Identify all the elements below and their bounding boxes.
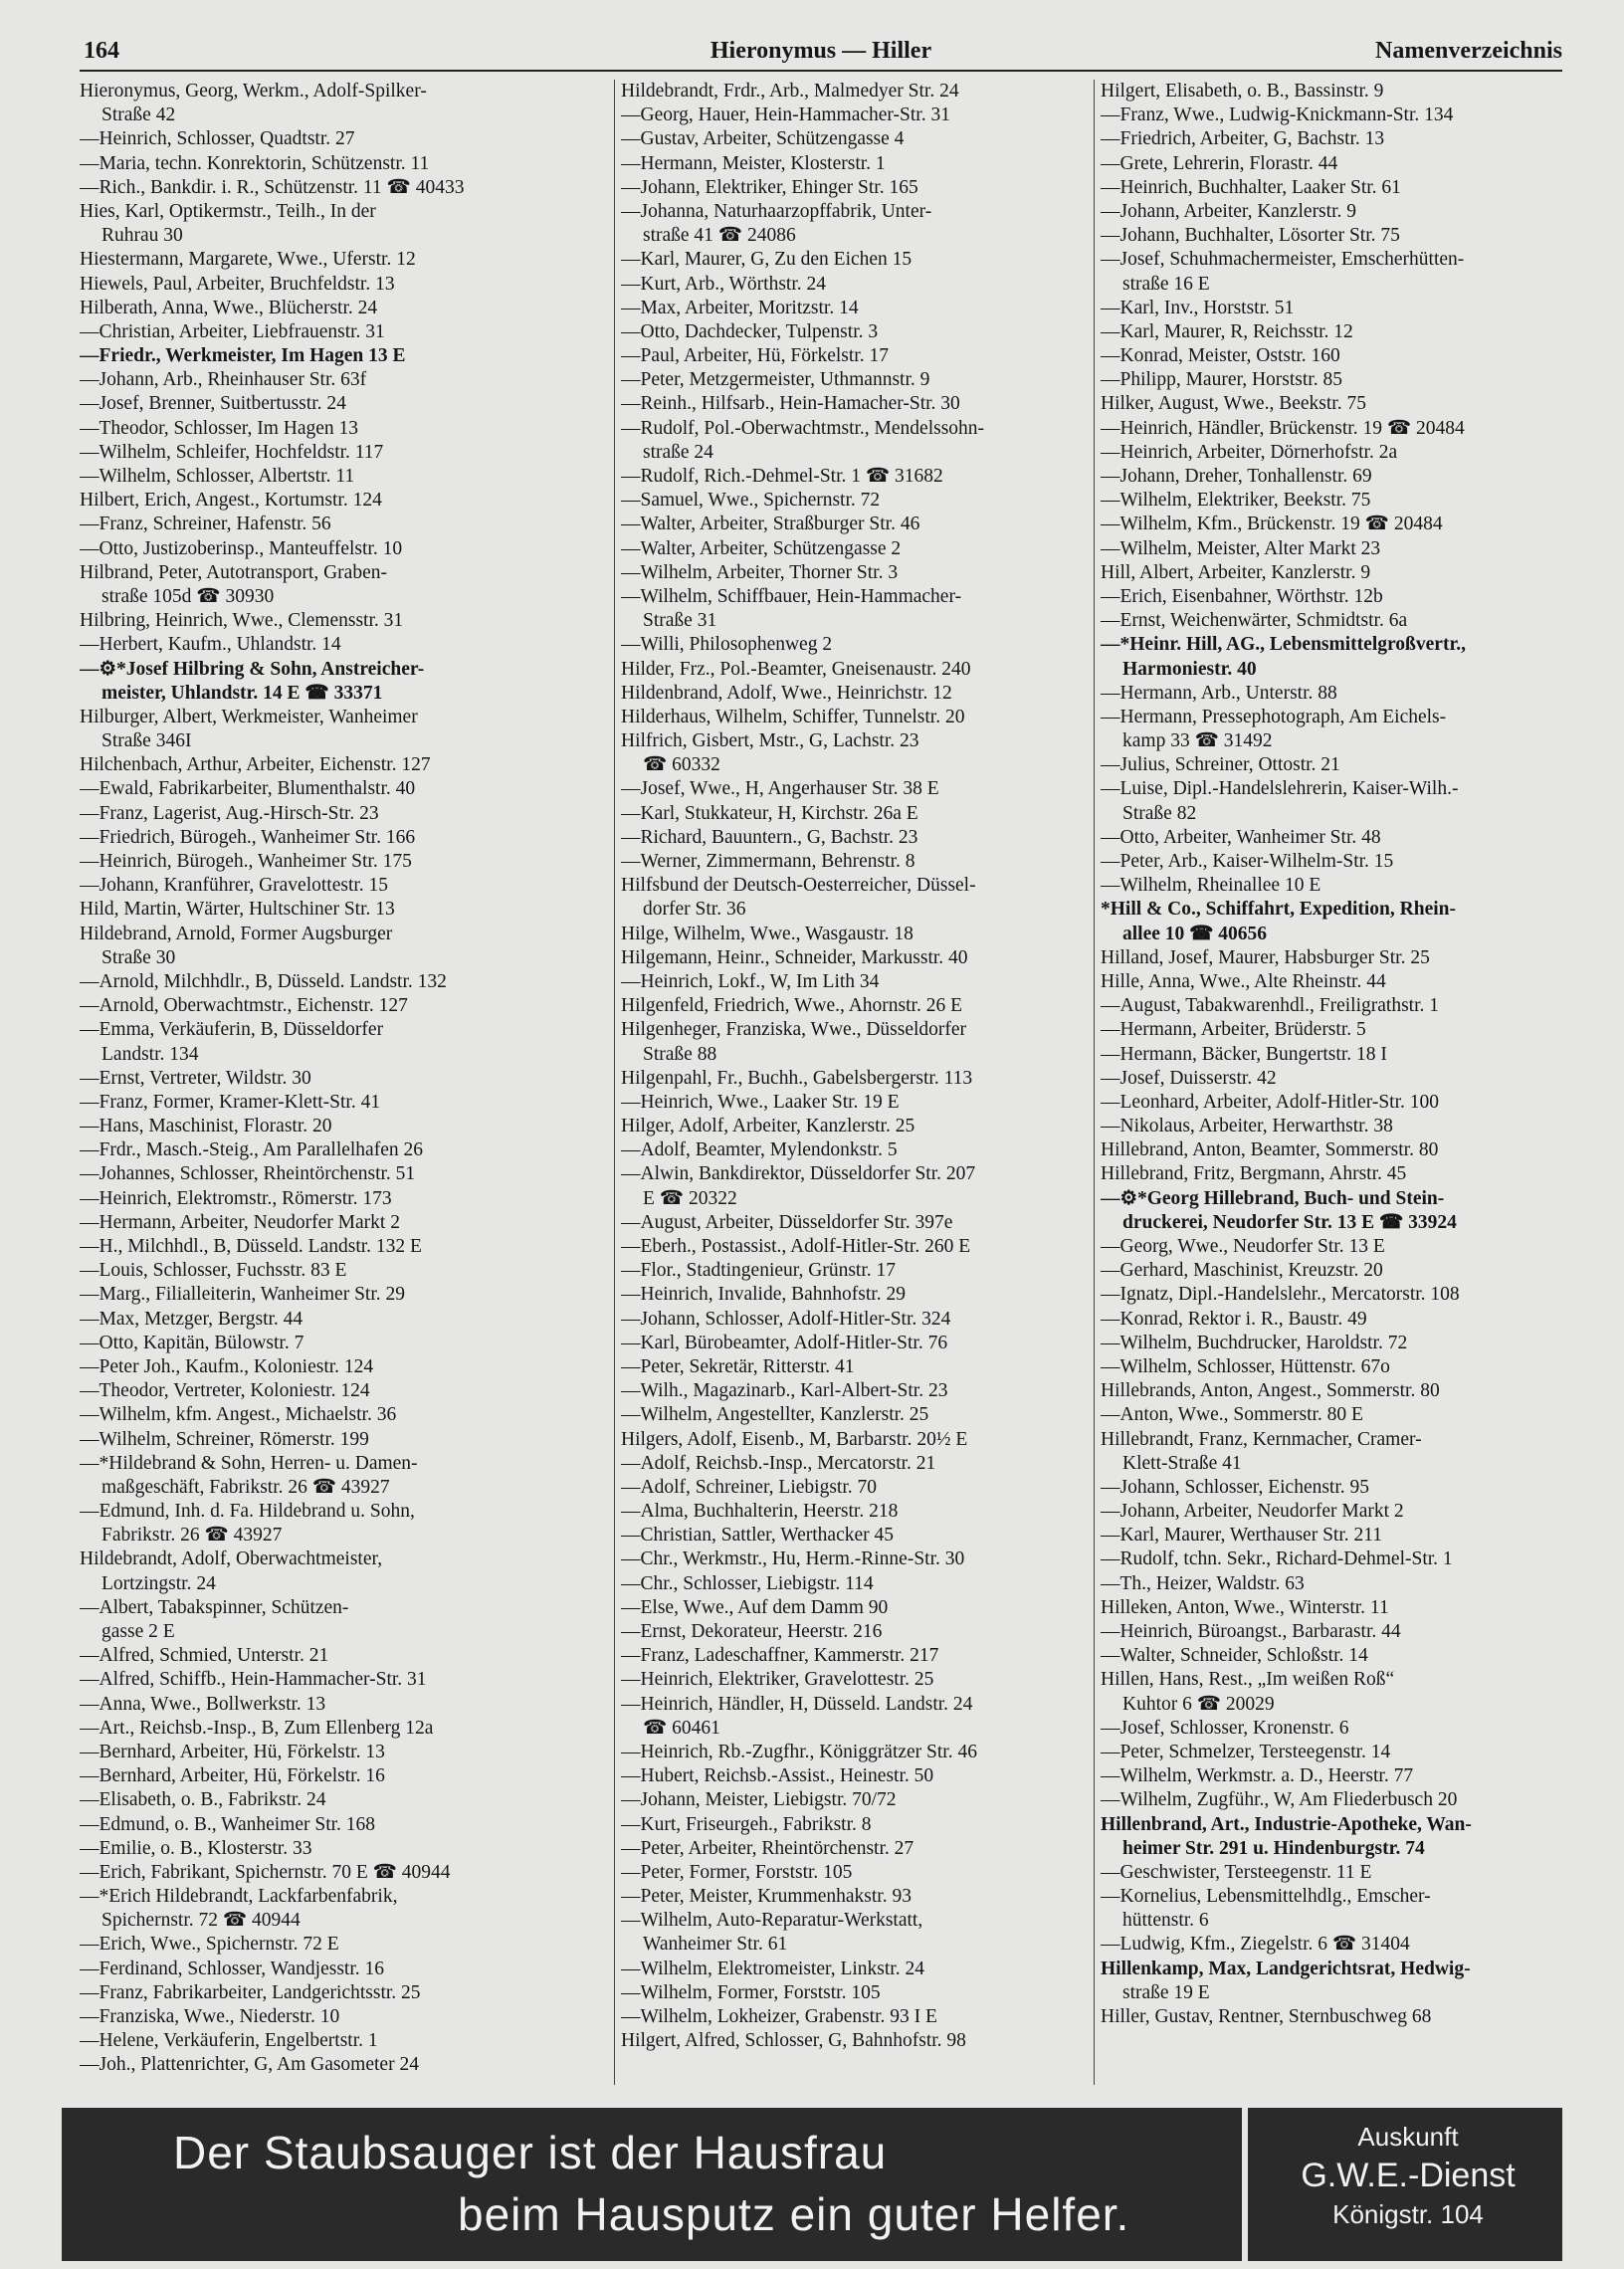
directory-entry: —Hubert, Reichsb.-Assist., Heinestr. 50 bbox=[621, 1765, 934, 1787]
directory-entry: —Wilhelm, Elektromeister, Linkstr. 24 bbox=[621, 1958, 924, 1979]
directory-entry: —Anton, Wwe., Sommerstr. 80 E bbox=[1101, 1404, 1363, 1426]
directory-entry: —Peter, Schmelzer, Tersteegenstr. 14 bbox=[1101, 1741, 1391, 1762]
directory-entry: —Geschwister, Tersteegenstr. 11 E bbox=[1101, 1861, 1372, 1883]
directory-entry: —Wilhelm, Kfm., Brückenstr. 19 ☎ 20484 bbox=[1101, 514, 1443, 535]
directory-entry: Hilchenbach, Arthur, Arbeiter, Eichenstr. 127 bbox=[80, 754, 431, 776]
directory-entry: —Adolf, Reichsb.-Insp., Mercatorstr. 21 bbox=[621, 1452, 936, 1474]
directory-entry: —Emilie, o. B., Klosterstr. 33 bbox=[80, 1837, 312, 1859]
directory-entry: —*Hildebrand & Sohn, Herren- u. Damen- bbox=[80, 1452, 418, 1474]
directory-entry: —Kornelius, Lebensmittelhdlg., Emscher- bbox=[1101, 1886, 1431, 1908]
directory-entry: —Heinrich, Bürogeh., Wanheimer Str. 175 bbox=[80, 851, 412, 872]
directory-entry-continuation: meister, Uhlandstr. 14 E ☎ 33371 bbox=[102, 682, 383, 704]
directory-entry: —Edmund, o. B., Wanheimer Str. 168 bbox=[80, 1813, 376, 1835]
directory-entry: —Max, Arbeiter, Moritzstr. 14 bbox=[621, 297, 859, 318]
directory-entry: —Franz, Ladeschaffner, Kammerstr. 217 bbox=[621, 1645, 939, 1667]
directory-entry: —Peter, Arb., Kaiser-Wilhelm-Str. 15 bbox=[1101, 851, 1394, 872]
directory-entry: —Edmund, Inh. d. Fa. Hildebrand u. Sohn, bbox=[80, 1501, 415, 1523]
directory-entry-continuation: Straße 42 bbox=[102, 104, 176, 126]
directory-entry: —Alma, Buchhalterin, Heerstr. 218 bbox=[621, 1501, 899, 1523]
directory-entry: —August, Arbeiter, Düsseldorfer Str. 397e bbox=[621, 1211, 953, 1233]
ad-slogan-line-1: Der Staubsauger ist der Hausfrau bbox=[173, 2127, 888, 2178]
directory-entry: —Reinh., Hilfsarb., Hein-Hamacher-Str. 30 bbox=[621, 393, 960, 415]
page-number: 164 bbox=[84, 38, 119, 64]
directory-entry: Hilgert, Elisabeth, o. B., Bassinstr. 9 bbox=[1101, 81, 1384, 102]
directory-entry: —Heinrich, Elektriker, Gravelottestr. 25 bbox=[621, 1669, 934, 1691]
directory-entry: —Hermann, Arbeiter, Brüderstr. 5 bbox=[1101, 1019, 1366, 1041]
directory-entry: —Erich, Wwe., Spichernstr. 72 E bbox=[80, 1934, 339, 1956]
directory-entry: Hilfsbund der Deutsch-Oesterreicher, Düssel- bbox=[621, 875, 976, 897]
directory-entry: —Heinrich, Händler, H, Düsseld. Landstr. 24 bbox=[621, 1693, 973, 1715]
directory-entry: —Christian, Sattler, Werthacker 45 bbox=[621, 1525, 895, 1547]
directory-entry: Hilgenfeld, Friedrich, Wwe., Ahornstr. 26 E bbox=[621, 995, 962, 1017]
directory-entry: —Gustav, Arbeiter, Schützengasse 4 bbox=[621, 128, 905, 150]
directory-entry: —Josef, Duisserstr. 42 bbox=[1101, 1067, 1277, 1089]
directory-entry: —Karl, Bürobeamter, Adolf-Hitler-Str. 76 bbox=[621, 1332, 948, 1353]
directory-entry: —Johann, Dreher, Tonhallenstr. 69 bbox=[1101, 466, 1372, 487]
directory-entry-continuation: Straße 30 bbox=[102, 946, 176, 968]
directory-entry: —Wilhelm, Meister, Alter Markt 23 bbox=[1101, 537, 1381, 559]
directory-entry-continuation: Lortzingstr. 24 bbox=[102, 1572, 216, 1594]
directory-entry: —H., Milchhdl., B, Düsseld. Landstr. 132 E bbox=[80, 1236, 422, 1257]
directory-entry: —Josef, Brenner, Suitbertusstr. 24 bbox=[80, 393, 346, 415]
directory-entry: —Georg, Wwe., Neudorfer Str. 13 E bbox=[1101, 1236, 1385, 1257]
directory-entry: —Alfred, Schmied, Unterstr. 21 bbox=[80, 1645, 329, 1667]
directory-entry: —Grete, Lehrerin, Florastr. 44 bbox=[1101, 152, 1338, 174]
directory-entry: —Marg., Filialleiterin, Wanheimer Str. 29 bbox=[80, 1284, 405, 1306]
directory-entry: —Chr., Werkmstr., Hu, Herm.-Rinne-Str. 30 bbox=[621, 1548, 965, 1570]
directory-entry: —Hermann, Meister, Klosterstr. 1 bbox=[621, 152, 886, 174]
directory-entry-continuation: Spichernstr. 72 ☎ 40944 bbox=[102, 1910, 301, 1932]
directory-entry: Hilger, Adolf, Arbeiter, Kanzlerstr. 25 bbox=[621, 1116, 915, 1137]
directory-entry: —Arnold, Oberwachtmstr., Eichenstr. 127 bbox=[80, 995, 408, 1017]
directory-entry: —Peter, Meister, Krummenhakstr. 93 bbox=[621, 1886, 912, 1908]
directory-entry: Hilgenpahl, Fr., Buchh., Gabelsbergerstr. 113 bbox=[621, 1067, 973, 1089]
directory-entry: Hilderhaus, Wilhelm, Schiffer, Tunnelstr. 20 bbox=[621, 706, 965, 727]
directory-entry: —Johann, Arbeiter, Neudorfer Markt 2 bbox=[1101, 1501, 1404, 1523]
ad-info-label: Auskunft bbox=[1357, 2122, 1459, 2152]
directory-entry: —Heinrich, Händler, Brückenstr. 19 ☎ 20484 bbox=[1101, 417, 1465, 439]
directory-entry: —Josef, Schuhmachermeister, Emscherhütten- bbox=[1101, 249, 1465, 271]
directory-entry: —Peter, Metzgermeister, Uthmannstr. 9 bbox=[621, 369, 930, 391]
directory-entry: —Herbert, Kaufm., Uhlandstr. 14 bbox=[80, 634, 341, 656]
directory-entry: —Friedr., Werkmeister, Im Hagen 13 E bbox=[80, 345, 406, 367]
directory-entry: —Heinrich, Rb.-Zugfhr., Königgrätzer Str. 46 bbox=[621, 1741, 977, 1762]
directory-entry: Hille, Anna, Wwe., Alte Rheinstr. 44 bbox=[1101, 970, 1386, 992]
directory-entry: —*Erich Hildebrandt, Lackfarbenfabrik, bbox=[80, 1886, 398, 1908]
directory-entry: Hillebrand, Anton, Beamter, Sommerstr. 80 bbox=[1101, 1139, 1439, 1161]
directory-entry: Hilder, Frz., Pol.-Beamter, Gneisenaustr. 240 bbox=[621, 658, 971, 680]
directory-entry: —⚙*Georg Hillebrand, Buch- und Stein- bbox=[1101, 1187, 1445, 1209]
directory-entry: —Karl, Inv., Horststr. 51 bbox=[1101, 297, 1295, 318]
directory-entry: Hildebrandt, Frdr., Arb., Malmedyer Str. 24 bbox=[621, 81, 959, 102]
directory-entry: —Philipp, Maurer, Horststr. 85 bbox=[1101, 369, 1342, 391]
directory-entry: —Wilhelm, Schreiner, Römerstr. 199 bbox=[80, 1428, 369, 1450]
directory-entry: —Ernst, Dekorateur, Heerstr. 216 bbox=[621, 1621, 883, 1642]
directory-entry: —Else, Wwe., Auf dem Damm 90 bbox=[621, 1596, 889, 1618]
directory-entry: —Otto, Arbeiter, Wanheimer Str. 48 bbox=[1101, 826, 1381, 848]
directory-entry: —Louis, Schlosser, Fuchsstr. 83 E bbox=[80, 1260, 347, 1282]
directory-entry: —Chr., Schlosser, Liebigstr. 114 bbox=[621, 1572, 874, 1594]
directory-entry-continuation: ☎ 60332 bbox=[643, 754, 720, 776]
directory-entry: Hillebrandt, Franz, Kernmacher, Cramer- bbox=[1101, 1428, 1422, 1450]
directory-entry: —Johann, Elektriker, Ehinger Str. 165 bbox=[621, 176, 918, 198]
directory-entry-continuation: Fabrikstr. 26 ☎ 43927 bbox=[102, 1525, 283, 1547]
directory-entry: —Wilhelm, Former, Forststr. 105 bbox=[621, 1981, 881, 2003]
ad-slogan-line-2: beim Hausputz ein guter Helfer. bbox=[458, 2188, 1130, 2240]
ad-info-box bbox=[1242, 2108, 1568, 2261]
directory-entry: *Hill & Co., Schiffahrt, Expedition, Rhein- bbox=[1101, 899, 1456, 921]
directory-entry: —Johann, Arbeiter, Kanzlerstr. 9 bbox=[1101, 200, 1356, 222]
directory-entry: —Konrad, Rektor i. R., Baustr. 49 bbox=[1101, 1308, 1367, 1330]
directory-entry: —Christian, Arbeiter, Liebfrauenstr. 31 bbox=[80, 320, 385, 342]
directory-entry: —Adolf, Schreiner, Liebigstr. 70 bbox=[621, 1476, 878, 1498]
directory-entry: —Heinrich, Elektromstr., Römerstr. 173 bbox=[80, 1187, 392, 1209]
directory-entry: —Peter, Former, Forststr. 105 bbox=[621, 1861, 853, 1883]
column-divider bbox=[614, 80, 615, 2085]
directory-entry: —Wilhelm, Schlosser, Albertstr. 11 bbox=[80, 466, 355, 487]
directory-entry: Hild, Martin, Wärter, Hultschiner Str. 13 bbox=[80, 899, 395, 921]
directory-entry: —Hermann, Arb., Unterstr. 88 bbox=[1101, 682, 1337, 704]
directory-entry: —Heinrich, Invalide, Bahnhofstr. 29 bbox=[621, 1284, 906, 1306]
page-header bbox=[80, 36, 1562, 72]
directory-entry-continuation: Straße 346I bbox=[102, 730, 192, 752]
directory-entry: —Rich., Bankdir. i. R., Schützenstr. 11 ☎ 40433 bbox=[80, 176, 465, 198]
directory-entry-continuation: Klett-Straße 41 bbox=[1122, 1452, 1242, 1474]
directory-entry: —Willi, Philosophenweg 2 bbox=[621, 634, 833, 656]
directory-entry: —Bernhard, Arbeiter, Hü, Förkelstr. 13 bbox=[80, 1741, 385, 1762]
directory-entry-continuation: Harmoniestr. 40 bbox=[1122, 658, 1257, 680]
directory-entry-continuation: gasse 2 E bbox=[102, 1621, 175, 1642]
directory-entry: —Franz, Schreiner, Hafenstr. 56 bbox=[80, 514, 331, 535]
directory-entry: Hilbring, Heinrich, Wwe., Clemensstr. 31 bbox=[80, 610, 404, 632]
directory-entry: —Franz, Lagerist, Aug.-Hirsch-Str. 23 bbox=[80, 802, 379, 824]
directory-entry: Hilge, Wilhelm, Wwe., Wasgaustr. 18 bbox=[621, 923, 914, 944]
directory-entry: —Helene, Verkäuferin, Engelbertstr. 1 bbox=[80, 2030, 378, 2052]
directory-entry: —Wilhelm, Zugführ., W, Am Fliederbusch 20 bbox=[1101, 1789, 1458, 1811]
directory-entry-continuation: straße 41 ☎ 24086 bbox=[643, 225, 796, 247]
directory-entry: Hies, Karl, Optikermstr., Teilh., In der bbox=[80, 200, 376, 222]
directory-entry: —Kurt, Friseurgeh., Fabrikstr. 8 bbox=[621, 1813, 872, 1835]
directory-entry: Hildebrand, Arnold, Former Augsburger bbox=[80, 923, 393, 944]
directory-entry: —Wilhelm, Rheinallee 10 E bbox=[1101, 875, 1321, 897]
directory-entry: —Anna, Wwe., Bollwerkstr. 13 bbox=[80, 1693, 326, 1715]
directory-entry: Hiewels, Paul, Arbeiter, Bruchfeldstr. 13 bbox=[80, 273, 395, 295]
directory-entry: Hilburger, Albert, Werkmeister, Wanheimer bbox=[80, 706, 418, 727]
directory-entry: —Bernhard, Arbeiter, Hü, Förkelstr. 16 bbox=[80, 1765, 385, 1787]
directory-entry: —Johann, Arb., Rheinhauser Str. 63f bbox=[80, 369, 367, 391]
directory-entry: —Joh., Plattenrichter, G, Am Gasometer 24 bbox=[80, 2054, 419, 2076]
directory-entry: —Emma, Verkäuferin, B, Düsseldorfer bbox=[80, 1019, 384, 1041]
directory-entry: —Konrad, Meister, Oststr. 160 bbox=[1101, 345, 1340, 367]
directory-entry: —Gerhard, Maschinist, Kreuzstr. 20 bbox=[1101, 1260, 1383, 1282]
directory-entry-continuation: E ☎ 20322 bbox=[643, 1187, 737, 1209]
directory-entry: Hillebrands, Anton, Angest., Sommerstr. 80 bbox=[1101, 1380, 1440, 1402]
directory-entry: Hillenbrand, Art., Industrie-Apotheke, Wan- bbox=[1101, 1813, 1472, 1835]
directory-entry: —Franz, Former, Kramer-Klett-Str. 41 bbox=[80, 1091, 381, 1113]
directory-entry: —Rudolf, tchn. Sekr., Richard-Dehmel-Str. 1 bbox=[1101, 1548, 1453, 1570]
directory-entry: —Rudolf, Rich.-Dehmel-Str. 1 ☎ 31682 bbox=[621, 466, 943, 487]
directory-entry: —Karl, Maurer, Werthauser Str. 211 bbox=[1101, 1525, 1383, 1547]
directory-entry-continuation: Ruhrau 30 bbox=[102, 225, 183, 247]
directory-entry-continuation: Straße 31 bbox=[643, 610, 717, 632]
column-divider bbox=[1094, 80, 1095, 2085]
directory-entry: Hilgemann, Heinr., Schneider, Markusstr. 40 bbox=[621, 946, 968, 968]
directory-entry: —Ignatz, Dipl.-Handelslehr., Mercatorstr. 108 bbox=[1101, 1284, 1460, 1306]
directory-entry-continuation: Kuhtor 6 ☎ 20029 bbox=[1122, 1693, 1275, 1715]
directory-entry: —Hans, Maschinist, Florastr. 20 bbox=[80, 1116, 332, 1137]
directory-entry: Hill, Albert, Arbeiter, Kanzlerstr. 9 bbox=[1101, 561, 1371, 583]
directory-entry: —Werner, Zimmermann, Behrenstr. 8 bbox=[621, 851, 915, 872]
directory-entry-continuation: hüttenstr. 6 bbox=[1122, 1910, 1209, 1932]
directory-entry: Hilgers, Adolf, Eisenb., M, Barbarstr. 20½ E bbox=[621, 1428, 968, 1450]
directory-entry: —Johanna, Naturhaarzopffabrik, Unter- bbox=[621, 200, 932, 222]
directory-entry: —Otto, Justizoberinsp., Manteuffelstr. 10 bbox=[80, 537, 403, 559]
directory-entry: —Josef, Wwe., H, Angerhauser Str. 38 E bbox=[621, 778, 939, 800]
directory-entry: Hildenbrand, Adolf, Wwe., Heinrichstr. 12 bbox=[621, 682, 952, 704]
directory-entry: —Ernst, Vertreter, Wildstr. 30 bbox=[80, 1067, 311, 1089]
directory-entry-continuation: straße 105d ☎ 30930 bbox=[102, 585, 275, 607]
directory-entry: —Wilhelm, Angestellter, Kanzlerstr. 25 bbox=[621, 1404, 929, 1426]
directory-entry: —Georg, Hauer, Hein-Hammacher-Str. 31 bbox=[621, 104, 950, 126]
directory-entry: Hilfrich, Gisbert, Mstr., G, Lachstr. 23 bbox=[621, 730, 919, 752]
directory-entry: —Kurt, Arb., Wörthstr. 24 bbox=[621, 273, 827, 295]
directory-entry: —Hermann, Bäcker, Bungertstr. 18 I bbox=[1101, 1043, 1387, 1065]
directory-entry: —Art., Reichsb.-Insp., B, Zum Ellenberg 12a bbox=[80, 1717, 434, 1739]
directory-entry: —Karl, Maurer, R, Reichsstr. 12 bbox=[1101, 320, 1353, 342]
directory-entry: Hilland, Josef, Maurer, Habsburger Str. 25 bbox=[1101, 946, 1430, 968]
directory-entry-continuation: druckerei, Neudorfer Str. 13 E ☎ 33924 bbox=[1122, 1211, 1457, 1233]
directory-entry: —Johann, Buchhalter, Lösorter Str. 75 bbox=[1101, 225, 1400, 247]
directory-entry: Hilbrand, Peter, Autotransport, Graben- bbox=[80, 561, 387, 583]
advertisement-banner bbox=[62, 2108, 1562, 2261]
directory-entry: —⚙*Josef Hilbring & Sohn, Anstreicher- bbox=[80, 658, 425, 680]
directory-entry: —Peter, Sekretär, Ritterstr. 41 bbox=[621, 1355, 855, 1377]
directory-entry: Hilbert, Erich, Angest., Kortumstr. 124 bbox=[80, 490, 382, 512]
directory-entry: —Wilh., Magazinarb., Karl-Albert-Str. 23 bbox=[621, 1380, 948, 1402]
directory-entry-continuation: straße 19 E bbox=[1122, 1981, 1210, 2003]
directory-entry: —Ludwig, Kfm., Ziegelstr. 6 ☎ 31404 bbox=[1101, 1934, 1410, 1956]
directory-entry: —Wilhelm, Buchdrucker, Haroldstr. 72 bbox=[1101, 1332, 1408, 1353]
directory-entry: —Otto, Kapitän, Bülowstr. 7 bbox=[80, 1332, 304, 1353]
directory-entry: —Friedrich, Bürogeh., Wanheimer Str. 166 bbox=[80, 826, 416, 848]
directory-entry: —Hermann, Pressephotograph, Am Eichels- bbox=[1101, 706, 1447, 727]
directory-entry: —Rudolf, Pol.-Oberwachtmstr., Mendelssohn- bbox=[621, 417, 985, 439]
directory-entry: —Hermann, Arbeiter, Neudorfer Markt 2 bbox=[80, 1211, 400, 1233]
directory-entry: Hildebrandt, Adolf, Oberwachtmeister, bbox=[80, 1548, 383, 1570]
directory-entry: —Heinrich, Wwe., Laaker Str. 19 E bbox=[621, 1091, 900, 1113]
directory-entry: —Walter, Arbeiter, Straßburger Str. 46 bbox=[621, 514, 920, 535]
directory-entry: —Heinrich, Büroangst., Barbarastr. 44 bbox=[1101, 1621, 1401, 1642]
directory-entry: —Wilhelm, Lokheizer, Grabenstr. 93 I E bbox=[621, 2006, 937, 2027]
directory-entry: —Max, Metzger, Bergstr. 44 bbox=[80, 1308, 304, 1330]
directory-entry-continuation: maßgeschäft, Fabrikstr. 26 ☎ 43927 bbox=[102, 1476, 390, 1498]
directory-entry: —Josef, Schlosser, Kronenstr. 6 bbox=[1101, 1717, 1349, 1739]
directory-entry: —Heinrich, Arbeiter, Dörnerhofstr. 2a bbox=[1101, 441, 1398, 463]
directory-entry: —Otto, Dachdecker, Tulpenstr. 3 bbox=[621, 320, 879, 342]
directory-entry: —Ferdinand, Schlosser, Wandjesstr. 16 bbox=[80, 1958, 385, 1979]
directory-column-3 bbox=[1101, 80, 1592, 2080]
directory-entry: —Luise, Dipl.-Handelslehrerin, Kaiser-Wilh.- bbox=[1101, 778, 1459, 800]
directory-entry: Hilgenheger, Franziska, Wwe., Düsseldorfer bbox=[621, 1019, 967, 1041]
directory-entry: —Erich, Eisenbahner, Wörthstr. 12b bbox=[1101, 585, 1383, 607]
directory-entry: —Richard, Bauuntern., G, Bachstr. 23 bbox=[621, 826, 918, 848]
directory-entry: Hillen, Hans, Rest., „Im weißen Roß“ bbox=[1101, 1669, 1395, 1691]
directory-entry: Hiestermann, Margarete, Wwe., Uferstr. 12 bbox=[80, 249, 416, 271]
directory-entry: —Wilhelm, Elektriker, Beekstr. 75 bbox=[1101, 490, 1371, 512]
directory-entry: —Th., Heizer, Waldstr. 63 bbox=[1101, 1572, 1305, 1594]
directory-entry: —Wilhelm, Auto-Reparatur-Werkstatt, bbox=[621, 1910, 923, 1932]
section-title: Namenverzeichnis bbox=[1375, 38, 1562, 64]
directory-entry: —Albert, Tabakspinner, Schützen- bbox=[80, 1596, 349, 1618]
directory-entry: —Johannes, Schlosser, Rheintörchenstr. 51 bbox=[80, 1163, 416, 1185]
directory-entry: —Frdr., Masch.-Steig., Am Parallelhafen 26 bbox=[80, 1139, 423, 1161]
directory-entry-continuation: ☎ 60461 bbox=[643, 1717, 720, 1739]
directory-entry: —Nikolaus, Arbeiter, Herwarthstr. 38 bbox=[1101, 1116, 1393, 1137]
directory-entry: —Theodor, Schlosser, Im Hagen 13 bbox=[80, 417, 359, 439]
directory-entry: —Alwin, Bankdirektor, Düsseldorfer Str. 207 bbox=[621, 1163, 976, 1185]
ad-info-company: G.W.E.-Dienst bbox=[1301, 2157, 1516, 2194]
directory-entry: —Paul, Arbeiter, Hü, Förkelstr. 17 bbox=[621, 345, 889, 367]
directory-entry: —Franz, Fabrikarbeiter, Landgerichtsstr. 25 bbox=[80, 1981, 421, 2003]
ad-slogan bbox=[62, 2108, 1234, 2261]
directory-entry: —Heinrich, Schlosser, Quadtstr. 27 bbox=[80, 128, 355, 150]
directory-entry: —Johann, Schlosser, Adolf-Hitler-Str. 324 bbox=[621, 1308, 951, 1330]
directory-entry: —Johann, Schlosser, Eichenstr. 95 bbox=[1101, 1476, 1370, 1498]
directory-entry-continuation: Wanheimer Str. 61 bbox=[643, 1934, 788, 1956]
directory-entry: —Heinrich, Buchhalter, Laaker Str. 61 bbox=[1101, 176, 1401, 198]
directory-entry: —Wilhelm, Schleifer, Hochfeldstr. 117 bbox=[80, 441, 384, 463]
directory-entry: —Julius, Schreiner, Ottostr. 21 bbox=[1101, 754, 1340, 776]
directory-entry: —Peter, Arbeiter, Rheintörchenstr. 27 bbox=[621, 1837, 914, 1859]
directory-entry-continuation: straße 16 E bbox=[1122, 273, 1210, 295]
directory-entry: —Walter, Schneider, Schloßstr. 14 bbox=[1101, 1645, 1368, 1667]
directory-entry: —Elisabeth, o. B., Fabrikstr. 24 bbox=[80, 1789, 326, 1811]
directory-entry: —August, Tabakwarenhdl., Freiligrathstr. 1 bbox=[1101, 995, 1440, 1017]
directory-column-1 bbox=[80, 80, 609, 2080]
directory-entry: —Ernst, Weichenwärter, Schmidtstr. 6a bbox=[1101, 610, 1408, 632]
directory-entry: —Adolf, Beamter, Mylendonkstr. 5 bbox=[621, 1139, 898, 1161]
directory-entry: —Wilhelm, Schlosser, Hüttenstr. 67o bbox=[1101, 1355, 1390, 1377]
directory-entry: Hillebrand, Fritz, Bergmann, Ahrstr. 45 bbox=[1101, 1163, 1407, 1185]
directory-entry: —Maria, techn. Konrektorin, Schützenstr. 11 bbox=[80, 152, 430, 174]
directory-entry: —Franziska, Wwe., Niederstr. 10 bbox=[80, 2006, 340, 2027]
directory-entry: Hieronymus, Georg, Werkm., Adolf-Spilker- bbox=[80, 81, 427, 102]
directory-entry: Hilleken, Anton, Wwe., Winterstr. 11 bbox=[1101, 1596, 1389, 1618]
directory-entry: —Theodor, Vertreter, Koloniestr. 124 bbox=[80, 1380, 370, 1402]
directory-entry: —Wilhelm, Schiffbauer, Hein-Hammacher- bbox=[621, 585, 962, 607]
directory-entry: —Eberh., Postassist., Adolf-Hitler-Str. 260 E bbox=[621, 1236, 971, 1257]
directory-entry: —Peter Joh., Kaufm., Koloniestr. 124 bbox=[80, 1355, 374, 1377]
directory-entry: —Leonhard, Arbeiter, Adolf-Hitler-Str. 100 bbox=[1101, 1091, 1440, 1113]
directory-entry-continuation: straße 24 bbox=[643, 441, 713, 463]
directory-entry: Hiller, Gustav, Rentner, Sternbuschweg 68 bbox=[1101, 2006, 1432, 2027]
directory-entry-continuation: allee 10 ☎ 40656 bbox=[1122, 923, 1268, 944]
directory-entry-continuation: Straße 88 bbox=[643, 1043, 717, 1065]
directory-entry: —Arnold, Milchhdlr., B, Düsseld. Landstr. 132 bbox=[80, 970, 447, 992]
directory-entry-continuation: kamp 33 ☎ 31492 bbox=[1122, 730, 1273, 752]
directory-entry: —*Heinr. Hill, AG., Lebensmittelgroßvertr., bbox=[1101, 634, 1467, 656]
directory-entry: Hillenkamp, Max, Landgerichtsrat, Hedwig- bbox=[1101, 1958, 1471, 1979]
directory-entry-continuation: heimer Str. 291 u. Hindenburgstr. 74 bbox=[1122, 1837, 1425, 1859]
directory-entry-continuation: Straße 82 bbox=[1122, 802, 1197, 824]
directory-entry: Hilker, August, Wwe., Beekstr. 75 bbox=[1101, 393, 1366, 415]
directory-entry: —Friedrich, Arbeiter, G, Bachstr. 13 bbox=[1101, 128, 1385, 150]
directory-entry: —Wilhelm, Werkmstr. a. D., Heerstr. 77 bbox=[1101, 1765, 1414, 1787]
directory-entry: —Wilhelm, kfm. Angest., Michaelstr. 36 bbox=[80, 1404, 397, 1426]
directory-entry: —Ewald, Fabrikarbeiter, Blumenthalstr. 40 bbox=[80, 778, 416, 800]
directory-entry-continuation: Landstr. 134 bbox=[102, 1043, 199, 1065]
directory-entry: Hilgert, Alfred, Schlosser, G, Bahnhofstr. 98 bbox=[621, 2030, 966, 2052]
directory-entry: —Johann, Kranführer, Gravelottestr. 15 bbox=[80, 875, 389, 897]
running-title: Hieronymus — Hiller bbox=[710, 38, 932, 64]
directory-entry: —Walter, Arbeiter, Schützengasse 2 bbox=[621, 537, 902, 559]
directory-entry: —Karl, Stukkateur, H, Kirchstr. 26a E bbox=[621, 802, 918, 824]
ad-info-address: Königstr. 104 bbox=[1332, 2199, 1484, 2229]
directory-entry: —Karl, Maurer, G, Zu den Eichen 15 bbox=[621, 249, 913, 271]
directory-entry: —Flor., Stadtingenieur, Grünstr. 17 bbox=[621, 1260, 896, 1282]
directory-entry: —Franz, Wwe., Ludwig-Knickmann-Str. 134 bbox=[1101, 104, 1454, 126]
directory-entry: —Wilhelm, Arbeiter, Thorner Str. 3 bbox=[621, 561, 899, 583]
directory-column-2 bbox=[621, 80, 1089, 2080]
directory-entry: —Erich, Fabrikant, Spichernstr. 70 E ☎ 40944 bbox=[80, 1861, 451, 1883]
directory-entry: Hilberath, Anna, Wwe., Blücherstr. 24 bbox=[80, 297, 378, 318]
directory-entry: —Alfred, Schiffb., Hein-Hammacher-Str. 31 bbox=[80, 1669, 427, 1691]
directory-entry: —Heinrich, Lokf., W, Im Lith 34 bbox=[621, 970, 880, 992]
directory-entry: —Samuel, Wwe., Spichernstr. 72 bbox=[621, 490, 881, 512]
directory-entry-continuation: dorfer Str. 36 bbox=[643, 899, 746, 921]
directory-entry: —Johann, Meister, Liebigstr. 70/72 bbox=[621, 1789, 897, 1811]
